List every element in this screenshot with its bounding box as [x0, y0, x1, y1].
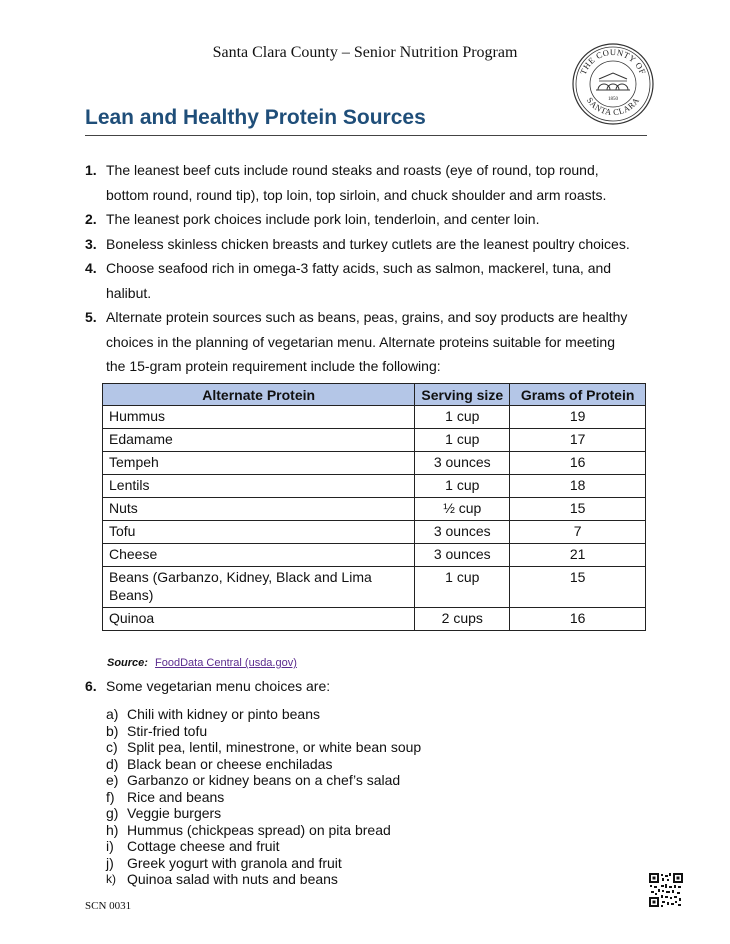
grams-cell: 16	[510, 608, 646, 631]
title-divider	[85, 135, 647, 136]
table-row	[103, 567, 646, 608]
serving-size-cell: 1 cup	[415, 429, 510, 452]
choice-item	[106, 756, 421, 773]
choice-text: Garbanzo or kidney beans on a chef’s salad	[127, 772, 401, 788]
table-row	[103, 521, 646, 544]
table-row	[103, 452, 646, 475]
grams-cell: 17	[510, 429, 646, 452]
column-header-serving: Serving size	[415, 384, 510, 406]
protein-name-cell: Lentils	[103, 475, 415, 498]
list-line: Alternate protein sources such as beans, peas, grains, and soy products are healthy	[106, 309, 628, 325]
list-number: 2.	[85, 211, 97, 227]
protein-name-cell: Cheese	[103, 544, 415, 567]
list-number: 1.	[85, 162, 97, 178]
grams-cell: 16	[510, 452, 646, 475]
choice-item	[106, 871, 421, 888]
list-item	[85, 158, 655, 207]
choice-item	[106, 739, 421, 756]
list-item	[85, 305, 655, 379]
choice-text: Split pea, lentil, minestrone, or white bean soup	[127, 739, 422, 755]
serving-size-cell: 2 cups	[415, 608, 510, 631]
choice-letter: f)	[106, 788, 115, 805]
choice-text: Rice and beans	[127, 788, 225, 805]
svg-text:THE COUNTY OF	[578, 47, 648, 76]
list-line: The leanest beef cuts include round steaks and roasts (eye of round, top round,	[106, 162, 599, 178]
table-row	[103, 544, 646, 567]
list-number: 5.	[85, 309, 97, 325]
grams-cell: 7	[510, 521, 646, 544]
choice-letter: k)	[106, 872, 116, 886]
qr-code-icon	[648, 872, 684, 908]
header-org-title: Santa Clara County – Senior Nutrition Program	[212, 44, 518, 61]
protein-name-cell: Hummus	[103, 406, 415, 429]
grams-cell: 21	[510, 544, 646, 567]
seal-year: 1850	[608, 97, 618, 102]
list-number: 6.	[85, 678, 97, 694]
serving-size-cell: ½ cup	[415, 498, 510, 521]
document-code: SCN 0031	[85, 900, 132, 912]
choice-letter: a)	[106, 706, 119, 722]
list-item	[85, 256, 655, 305]
source-label: Source:	[107, 657, 148, 669]
choice-text: Greek yogurt with granola and fruit	[127, 854, 342, 871]
page-title: Lean and Healthy Protein Sources	[85, 106, 426, 129]
list-item	[85, 207, 655, 232]
grams-cell: 18	[510, 475, 646, 498]
choice-text: Cottage cheese and fruit	[127, 838, 280, 854]
seal-text-bottom: SANTA CLARA	[584, 95, 642, 118]
table-row	[103, 406, 646, 429]
protein-table	[102, 383, 646, 631]
choice-item	[106, 822, 421, 839]
choice-letter: e)	[106, 772, 119, 788]
choice-item	[106, 805, 421, 822]
grams-cell: 15	[510, 567, 646, 608]
list-line: the 15-gram protein requirement include the following:	[106, 358, 441, 374]
source-link[interactable]: FoodData Central (usda.gov)	[155, 657, 297, 669]
list-line: Boneless skinless chicken breasts and turkey cutlets are the leanest poultry choices.	[106, 235, 630, 252]
table-row	[103, 429, 646, 452]
serving-size-cell: 1 cup	[415, 567, 510, 608]
protein-name-cell: Nuts	[103, 498, 415, 521]
choice-text: Chili with kidney or pinto beans	[127, 706, 320, 722]
grams-cell: 19	[510, 406, 646, 429]
seal-text-top: THE COUNTY OF	[577, 46, 649, 77]
list-number: 4.	[85, 260, 97, 276]
choice-text: Black bean or cheese enchiladas	[127, 755, 333, 772]
county-seal-icon	[572, 43, 654, 125]
column-header-grams: Grams of Protein	[510, 384, 646, 406]
grams-cell: 15	[510, 498, 646, 521]
choice-letter: j)	[106, 854, 114, 871]
choice-text: Hummus (chickpeas spread) on pita bread	[127, 821, 391, 838]
table-row	[103, 475, 646, 498]
serving-size-cell: 3 ounces	[415, 544, 510, 567]
numbered-list	[85, 158, 655, 379]
choice-letter: g)	[106, 805, 119, 821]
table-row	[103, 498, 646, 521]
vegetarian-choices-list	[106, 706, 421, 888]
choice-item	[106, 789, 421, 806]
list-item	[85, 232, 655, 257]
choice-letter: h)	[106, 821, 119, 838]
choice-text: Stir-fried tofu	[127, 722, 208, 739]
choice-text: Quinoa salad with nuts and beans	[127, 871, 338, 887]
protein-name-cell: Edamame	[103, 429, 415, 452]
list-line: bottom round, round tip), top loin, top sirloin, and chuck shoulder and arm roasts.	[106, 186, 607, 203]
choice-item	[106, 723, 421, 740]
choice-letter: c)	[106, 739, 118, 755]
list-line: The leanest pork choices include pork loin, tenderloin, and center loin.	[106, 211, 540, 227]
source-citation	[107, 657, 297, 669]
table-row	[103, 608, 646, 631]
choice-letter: i)	[106, 838, 114, 854]
choice-letter: d)	[106, 755, 119, 772]
list-item-6	[85, 678, 330, 694]
list-line: Choose seafood rich in omega-3 fatty acids, such as salmon, mackerel, tuna, and	[106, 260, 612, 276]
serving-size-cell: 3 ounces	[415, 521, 510, 544]
table-header-row	[103, 384, 646, 406]
serving-size-cell: 1 cup	[415, 406, 510, 429]
serving-size-cell: 3 ounces	[415, 452, 510, 475]
choice-item	[106, 855, 421, 872]
choice-item	[106, 838, 421, 855]
protein-name-cell: Quinoa	[103, 608, 415, 631]
list-number: 3.	[85, 235, 97, 252]
serving-size-cell: 1 cup	[415, 475, 510, 498]
choice-item	[106, 706, 421, 723]
list-line: choices in the planning of vegetarian menu. Alternate proteins suitable for meeting	[106, 333, 615, 350]
column-header-protein: Alternate Protein	[103, 384, 415, 406]
choice-text: Veggie burgers	[127, 805, 222, 821]
protein-name-cell: Tofu	[103, 521, 415, 544]
list-line: halibut.	[106, 284, 152, 301]
list-line: Some vegetarian menu choices are:	[106, 678, 331, 694]
choice-item	[106, 772, 421, 789]
protein-name-cell: Beans (Garbanzo, Kidney, Black and Lima Beans)	[103, 567, 415, 608]
protein-name-cell: Tempeh	[103, 452, 415, 475]
choice-letter: b)	[106, 722, 119, 739]
